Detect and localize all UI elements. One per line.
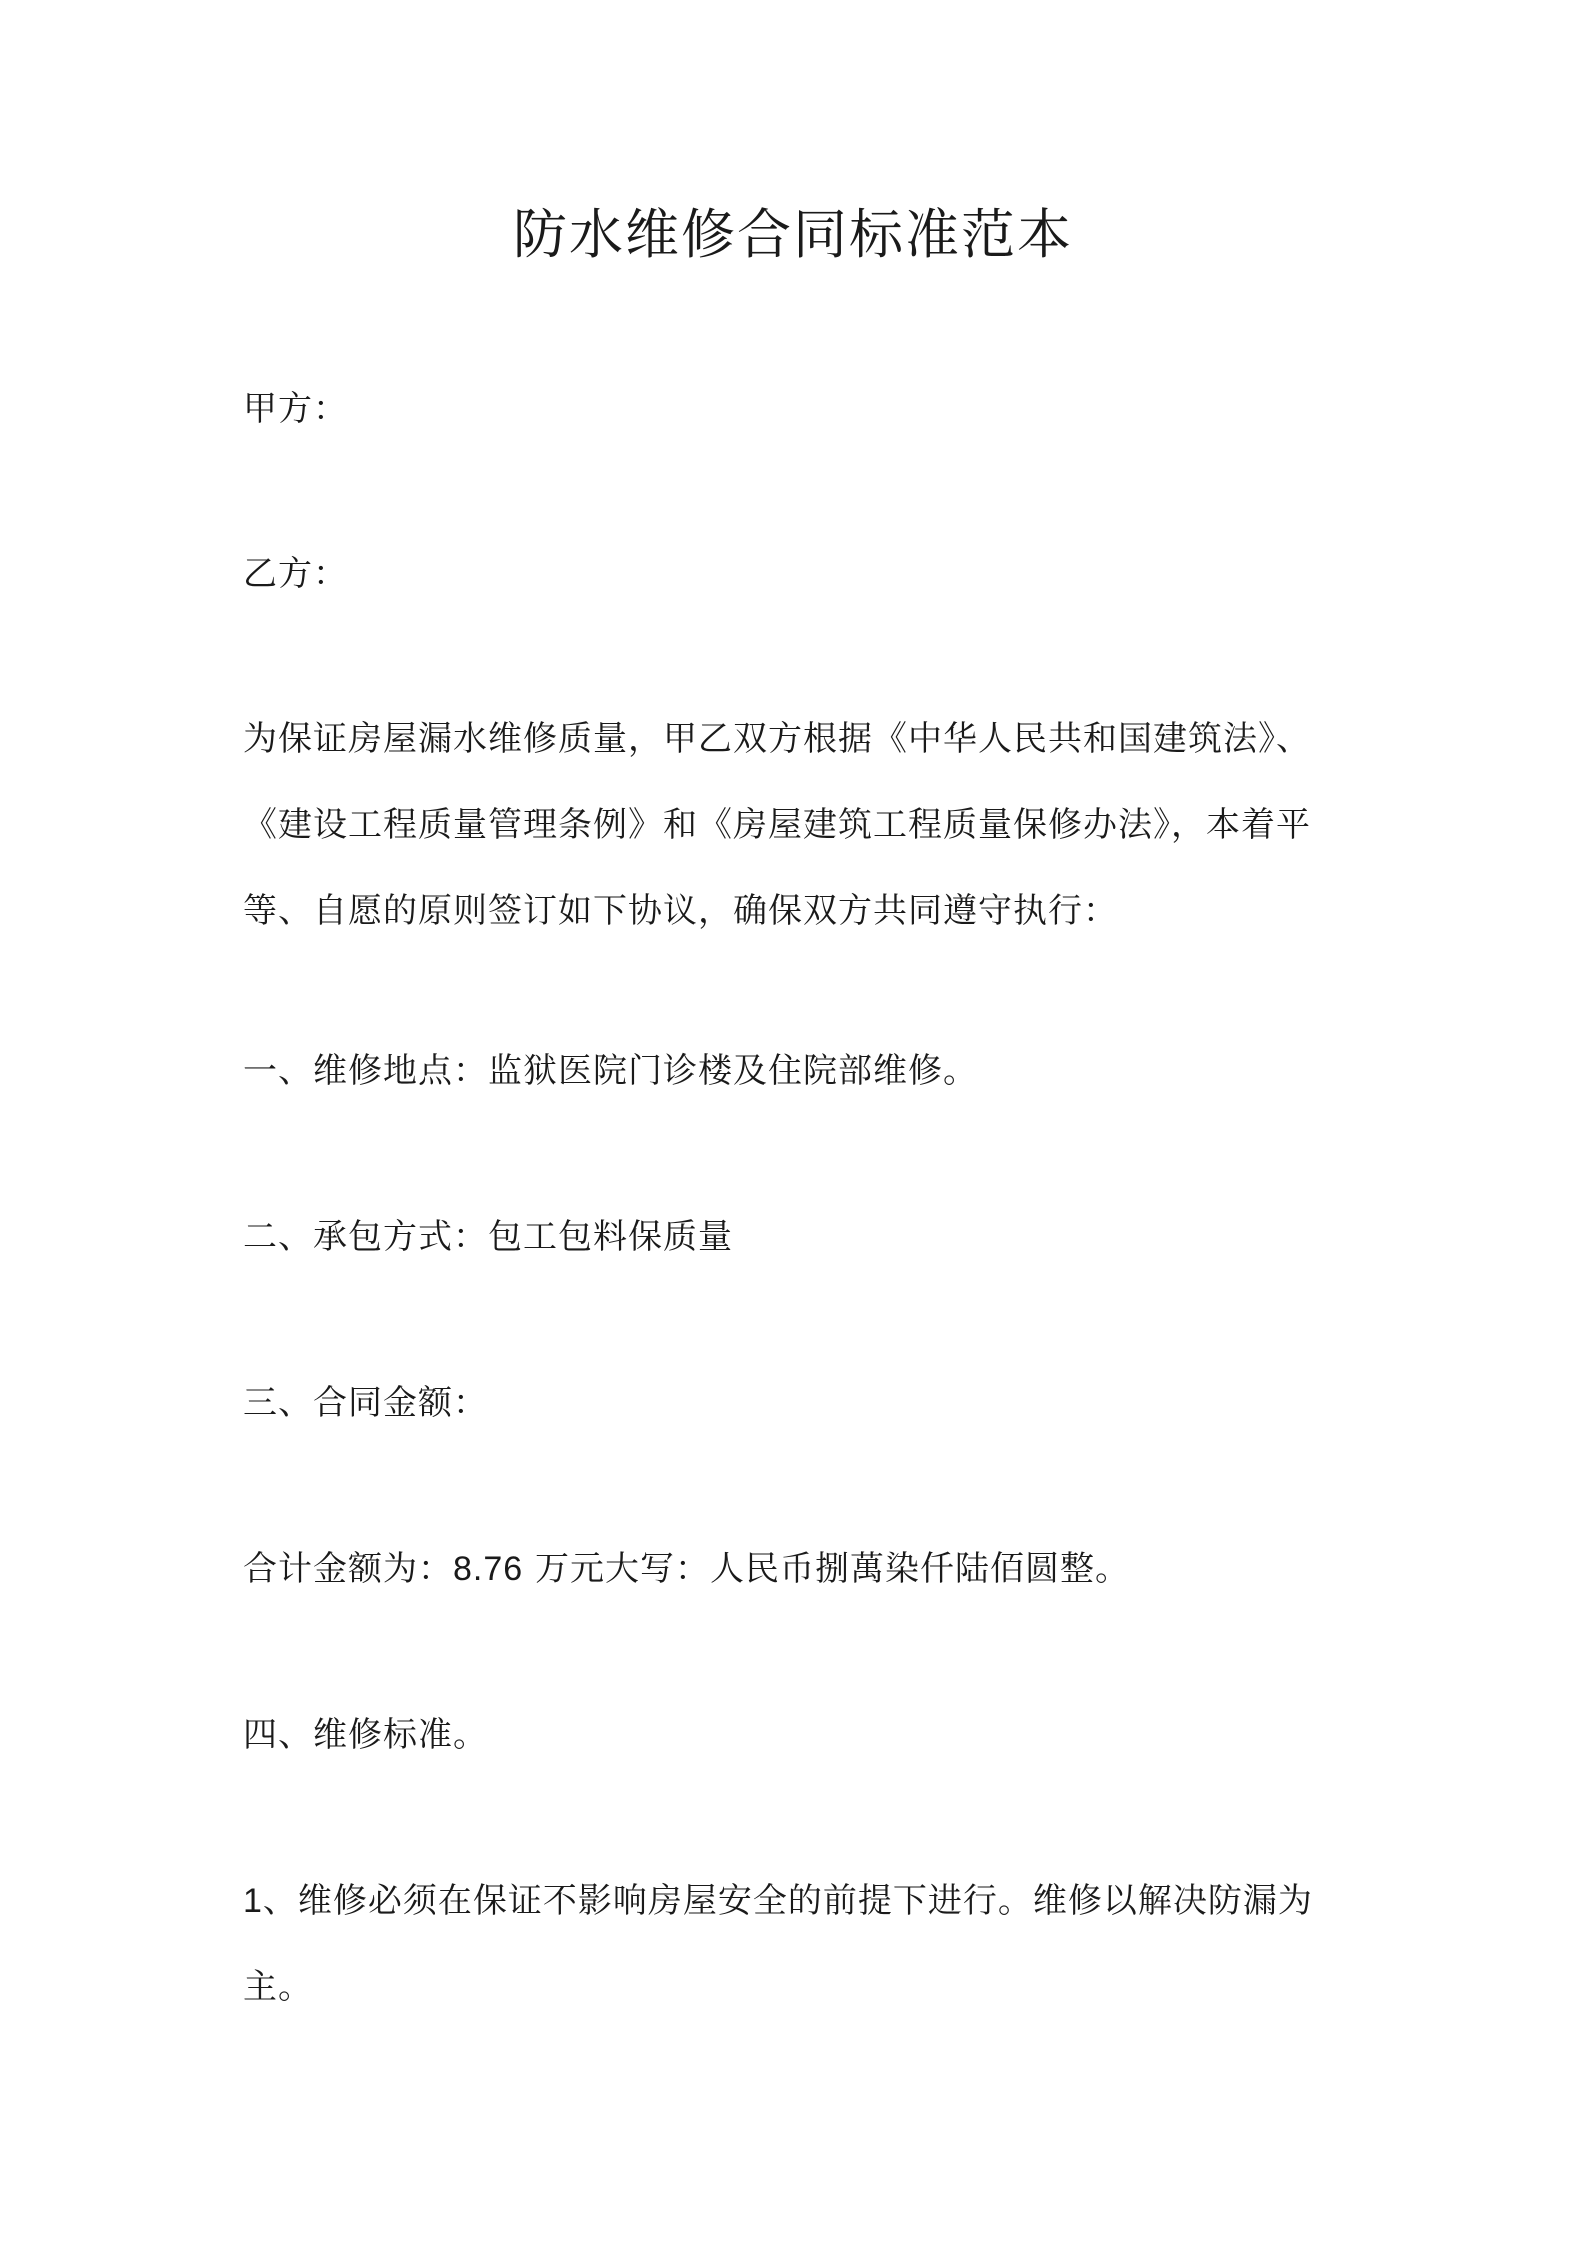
total-amount-line <box>243 1526 1353 1612</box>
standard-item-1 <box>243 1858 1353 2030</box>
total-amount-prefix: 合计金额为： <box>243 1549 453 1589</box>
section-contract-amount: 三、合同金额： <box>243 1383 488 1423</box>
total-amount-suffix: 万元大写：人民币捌萬染仟陆佰圆整。 <box>523 1549 1130 1589</box>
standard-item-1-text: 、维修必须在保证不影响房屋安全的前提下进行。维修以解决防漏为主。 <box>243 1881 1313 2007</box>
preamble-paragraph: 为保证房屋漏水维修质量，甲乙双方根据《中华人民共和国建筑法》、《建设工程质量管理条例》和《房屋建筑工程质量保修办法》，本着平等、自愿的原则签订如下协议，确保双方共同遵守执行： <box>243 719 1311 931</box>
section-contract-method: 二、承包方式：包工包料保质量 <box>243 1217 733 1257</box>
document-title: 防水维修合同标准范本 <box>513 203 1073 266</box>
section-maintenance-standard: 四、维修标准。 <box>243 1715 488 1755</box>
standard-item-1-number: 1 <box>243 1882 263 1920</box>
party-a-label: 甲方： <box>243 389 348 429</box>
party-b-label: 乙方： <box>243 554 348 594</box>
total-amount-number: 8.76 <box>453 1550 524 1588</box>
section-location: 一、维修地点：监狱医院门诊楼及住院部维修。 <box>243 1051 978 1091</box>
